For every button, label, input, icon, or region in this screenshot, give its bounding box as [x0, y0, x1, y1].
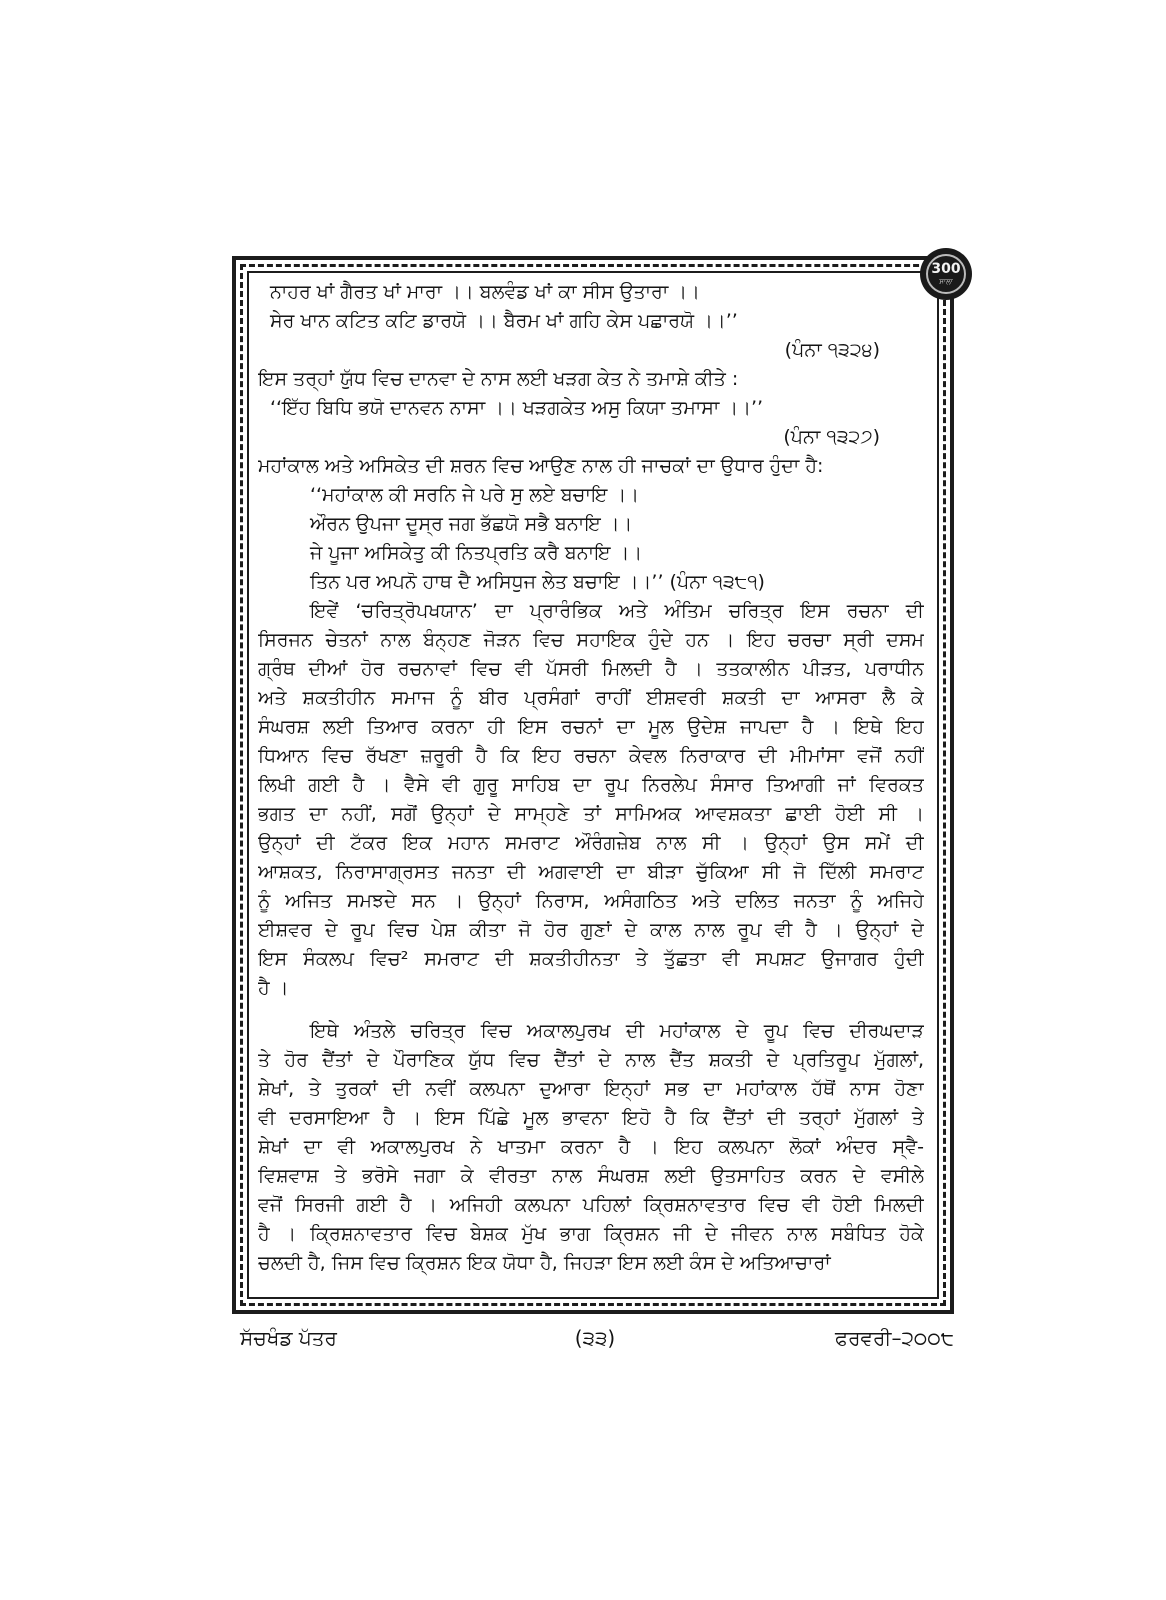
- paragraph-gap: [258, 1003, 924, 1017]
- paragraph-line: ਤੇ ਹੋਰ ਦੈਂਤਾਂ ਦੇ ਪੌਰਾਣਿਕ ਯੁੱਧ ਵਿਚ ਦੈਂਤਾਂ ਦੇ ਨਾਲ ਦੈਂਤ ਸ਼ਕਤੀ ਦੇ ਪ੍ਰਤਿਰੂਪ ਮੁੱਗਲਾਂ,: [258, 1049, 924, 1071]
- article-body: [258, 278, 924, 1278]
- paragraph-line: ਧਿਆਨ ਵਿਚ ਰੱਖਣਾ ਜ਼ਰੂਰੀ ਹੈ ਕਿ ਇਹ ਰਚਨਾ ਕੇਵਲ ਨਿਰਾਕਾਰ ਦੀ ਮੀਮਾਂਸਾ ਵਜੋਂ ਨਹੀਂ: [258, 745, 924, 767]
- paragraph-line: ਹੈ ।: [258, 977, 289, 999]
- paragraph-line: ਸੰਘਰਸ਼ ਲਈ ਤਿਆਰ ਕਰਨਾ ਹੀ ਇਸ ਰਚਨਾਂ ਦਾ ਮੂਲ ਉਦੇਸ਼ ਜਾਪਦਾ ਹੈ । ਇਥੇ ਇਹ: [258, 716, 924, 738]
- paragraph-line: ਉਨ੍ਹਾਂ ਦੀ ਟੱਕਰ ਇਕ ਮਹਾਨ ਸਮਰਾਟ ਔਰੰਗਜ਼ੇਬ ਨਾਲ ਸੀ । ਉਨ੍ਹਾਂ ਉਸ ਸਮੇਂ ਦੀ: [258, 832, 924, 854]
- text-line: ਮਹਾਂਕਾਲ ਅਤੇ ਅਸਿਕੇਤ ਦੀ ਸ਼ਰਨ ਵਿਚ ਆਉਣ ਨਾਲ ਹੀ ਜਾਚਕਾਂ ਦਾ ਉਧਾਰ ਹੁੰਦਾ ਹੈ:: [258, 455, 824, 477]
- anniversary-emblem-icon: [920, 248, 972, 300]
- quotation-block: [258, 278, 924, 597]
- paragraph-line: ਸਿਰਜਨ ਚੇਤਨਾਂ ਨਾਲ ਬੰਨ੍ਹਣ ਜੋੜਨ ਵਿਚ ਸਹਾਇਕ ਹੁੰਦੇ ਹਨ । ਇਹ ਚਰਚਾ ਸ੍ਰੀ ਦਸਮ: [258, 629, 924, 651]
- paragraph-line: ਵਜੋਂ ਸਿਰਜੀ ਗਈ ਹੈ । ਅਜਿਹੀ ਕਲਪਨਾ ਪਹਿਲਾਂ ਕ੍ਰਿਸ਼ਨਾਵਤਾਰ ਵਿਚ ਵੀ ਹੋਈ ਮਿਲਦੀ: [258, 1194, 924, 1216]
- text-line: ਜੇ ਪੂਜਾ ਅਸਿਕੇਤੁ ਕੀ ਨਿਤਪ੍ਰਤਿ ਕਰੈ ਬਨਾਇ ।।: [310, 542, 643, 564]
- paragraph-line: ਆਸ਼ਕਤ, ਨਿਰਾਸਾਗ੍ਰਸਤ ਜਨਤਾ ਦੀ ਅਗਵਾਈ ਦਾ ਬੀੜਾ ਚੁੱਕਿਆ ਸੀ ਜੋ ਦਿੱਲੀ ਸਮਰਾਟ: [258, 861, 924, 883]
- paragraph-line: ਈਸ਼ਵਰ ਦੇ ਰੂਪ ਵਿਚ ਪੇਸ਼ ਕੀਤਾ ਜੋ ਹੋਰ ਗੁਣਾਂ ਦੇ ਕਾਲ ਨਾਲ ਰੂਪ ਵੀ ਹੈ । ਉਨ੍ਹਾਂ ਦੇ: [258, 919, 924, 941]
- paragraph-line: ਭਗਤ ਦਾ ਨਹੀਂ, ਸਗੋਂ ਉਨ੍ਹਾਂ ਦੇ ਸਾਮ੍ਹਣੇ ਤਾਂ ਸਾਮਿਅਕ ਆਵਸ਼ਕਤਾ ਛਾਈ ਹੋਈ ਸੀ ।: [258, 803, 924, 825]
- text-line: ਔਰਨ ਉਪਜਾ ਦੂਸ੍ਰ ਜਗ ਭੱਛਯੋ ਸਭੈ ਬਨਾਇ ।।: [310, 513, 633, 535]
- paragraph-line: ਇਥੇ ਅੰਤਲੇ ਚਰਿਤ੍ਰ ਵਿਚ ਅਕਾਲਪੁਰਖ ਦੀ ਮਹਾਂਕਾਲ ਦੇ ਰੂਪ ਵਿਚ ਦੀਰਘਦਾੜ: [310, 1020, 924, 1042]
- paragraph-1: [258, 597, 924, 1003]
- paragraph-line: ਇਸ ਸੰਕਲਪ ਵਿਚ² ਸਮਰਾਟ ਦੀ ਸ਼ਕਤੀਹੀਨਤਾ ਤੇ ਤੁੱਛਤਾ ਵੀ ਸਪਸ਼ਟ ਉਜਾਗਰ ਹੁੰਦੀ: [258, 948, 924, 970]
- issue-date: ਫਰਵਰੀ–੨੦੦੮: [835, 1326, 954, 1350]
- text-line: ਇਸ ਤਰ੍ਹਾਂ ਯੁੱਧ ਵਿਚ ਦਾਨਵਾ ਦੇ ਨਾਸ ਲਈ ਖੜਗ ਕੇਤ ਨੇ ਤਮਾਸ਼ੇ ਕੀਤੇ :: [258, 368, 739, 390]
- text-line: ‘‘ਮਹਾਂਕਾਲ ਕੀ ਸਰਨਿ ਜੇ ਪਰੇ ਸੁ ਲਏ ਬਚਾਇ ।।: [310, 484, 640, 506]
- paragraph-line: ਅਤੇ ਸ਼ਕਤੀਹੀਨ ਸਮਾਜ ਨੂੰ ਬੀਰ ਪ੍ਰਸੰਗਾਂ ਰਾਹੀਂ ਈਸ਼ਵਰੀ ਸ਼ਕਤੀ ਦਾ ਆਸਰਾ ਲੈ ਕੇ: [258, 687, 924, 709]
- paragraph-line: ਲਿਖੀ ਗਈ ਹੈ । ਵੈਸੇ ਵੀ ਗੁਰੂ ਸਾਹਿਬ ਦਾ ਰੂਪ ਨਿਰਲੇਪ ਸੰਸਾਰ ਤਿਆਗੀ ਜਾਂ ਵਿਰਕਤ: [258, 774, 924, 796]
- paragraph-line: ਨੂੰ ਅਜਿਤ ਸਮਝਦੇ ਸਨ । ਉਨ੍ਹਾਂ ਨਿਰਾਸ, ਅਸੰਗਠਿਤ ਅਤੇ ਦਲਿਤ ਜਨਤਾ ਨੂੰ ਅਜਿਹੇ: [258, 890, 924, 912]
- text-line: ਸੇਰ ਖਾਨ ਕਟਿਤ ਕਟਿ ਡਾਰਯੋ ।। ਬੈਰਮ ਖਾਂ ਗਹਿ ਕੇਸ ਪਛਾਰਯੋ ।।’’: [270, 310, 738, 332]
- page-number: (੩੩): [574, 1326, 616, 1350]
- paragraph-line: ਹੈ । ਕ੍ਰਿਸ਼ਨਾਵਤਾਰ ਵਿਚ ਬੇਸ਼ਕ ਮੁੱਖ ਭਾਗ ਕ੍ਰਿਸ਼ਨ ਜੀ ਦੇ ਜੀਵਨ ਨਾਲ ਸਬੰਧਿਤ ਹੋਕੇ: [258, 1223, 924, 1245]
- paragraph-line: ਵਿਸ਼ਵਾਸ਼ ਤੇ ਭਰੋਸੇ ਜਗਾ ਕੇ ਵੀਰਤਾ ਨਾਲ ਸੰਘਰਸ਼ ਲਈ ਉਤਸਾਹਿਤ ਕਰਨ ਦੇ ਵਸੀਲੇ: [258, 1165, 924, 1187]
- paragraph-line: ਗ੍ਰੰਥ ਦੀਆਂ ਹੋਰ ਰਚਨਾਵਾਂ ਵਿਚ ਵੀ ਪੱਸਰੀ ਮਿਲਦੀ ਹੈ । ਤਤਕਾਲੀਨ ਪੀੜਤ, ਪਰਾਧੀਨ: [258, 658, 924, 680]
- emblem-caption: ਸਾਲਾ: [939, 278, 953, 286]
- text-line: ਤਿਨ ਪਰ ਅਪਨੋ ਹਾਥ ਦੈ ਅਸਿਧੁਜ ਲੇਤ ਬਚਾਇ ।।’’ (ਪੰਨਾ ੧੩੮੧): [310, 571, 765, 593]
- paragraph-line: ਸ਼ੇਖਾਂ ਦਾ ਵੀ ਅਕਾਲਪੁਰਖ ਨੇ ਖਾਤਮਾ ਕਰਨਾ ਹੈ । ਇਹ ਕਲਪਨਾ ਲੋਕਾਂ ਅੰਦਰ ਸ੍ਵੈ-: [258, 1136, 924, 1158]
- paragraph-line: ਸ਼ੇਖਾਂ, ਤੇ ਤੁਰਕਾਂ ਦੀ ਨਵੀਂ ਕਲਪਨਾ ਦੁਆਰਾ ਇਨ੍ਹਾਂ ਸਭ ਦਾ ਮਹਾਂਕਾਲ ਹੱਥੋਂ ਨਾਸ ਹੋਣਾ: [258, 1078, 924, 1100]
- magazine-name: ਸੱਚਖੰਡ ਪੱਤਰ: [240, 1326, 337, 1350]
- text-line: ‘‘ਇੱਹ ਬਿਧਿ ਭਯੋ ਦਾਨਵਨ ਨਾਸਾ ।। ਖੜਗਕੇਤ ਅਸੁ ਕਿਯਾ ਤਮਾਸਾ ।।’’: [270, 397, 764, 419]
- paragraph-line: ਇਵੇਂ ‘ਚਰਿਤ੍ਰੋਪਖਯਾਨ’ ਦਾ ਪ੍ਰਾਰੰਭਿਕ ਅਤੇ ਅੰਤਿਮ ਚਰਿਤ੍ਰ ਇਸ ਰਚਨਾ ਦੀ: [310, 600, 924, 622]
- emblem-number: 300: [931, 261, 961, 277]
- text-line: ਨਾਹਰ ਖਾਂ ਗੈਰਤ ਖਾਂ ਮਾਰਾ ।। ਬਲਵੰਡ ਖਾਂ ਕਾ ਸੀਸ ਉਤਾਰਾ ।।: [270, 281, 700, 303]
- page-footer: [236, 1322, 954, 1354]
- paragraph-line: ਵੀ ਦਰਸਾਇਆ ਹੈ । ਇਸ ਪਿੱਛੇ ਮੂਲ ਭਾਵਨਾ ਇਹੋ ਹੈ ਕਿ ਦੈਂਤਾਂ ਦੀ ਤਰ੍ਹਾਂ ਮੁੱਗਲਾਂ ਤੇ: [258, 1107, 924, 1129]
- page-reference: (ਪੰਨਾ ੧੩੨੭): [783, 426, 880, 448]
- page-reference: (ਪੰਨਾ ੧੩੨੪): [784, 339, 880, 361]
- paragraph-line: ਚਲਦੀ ਹੈ, ਜਿਸ ਵਿਚ ਕ੍ਰਿਸ਼ਨ ਇਕ ਯੋਧਾ ਹੈ, ਜਿਹੜਾ ਇਸ ਲਈ ਕੰਸ ਦੇ ਅਤਿਆਚਾਰਾਂ: [258, 1252, 831, 1274]
- paragraph-2: [258, 1017, 924, 1278]
